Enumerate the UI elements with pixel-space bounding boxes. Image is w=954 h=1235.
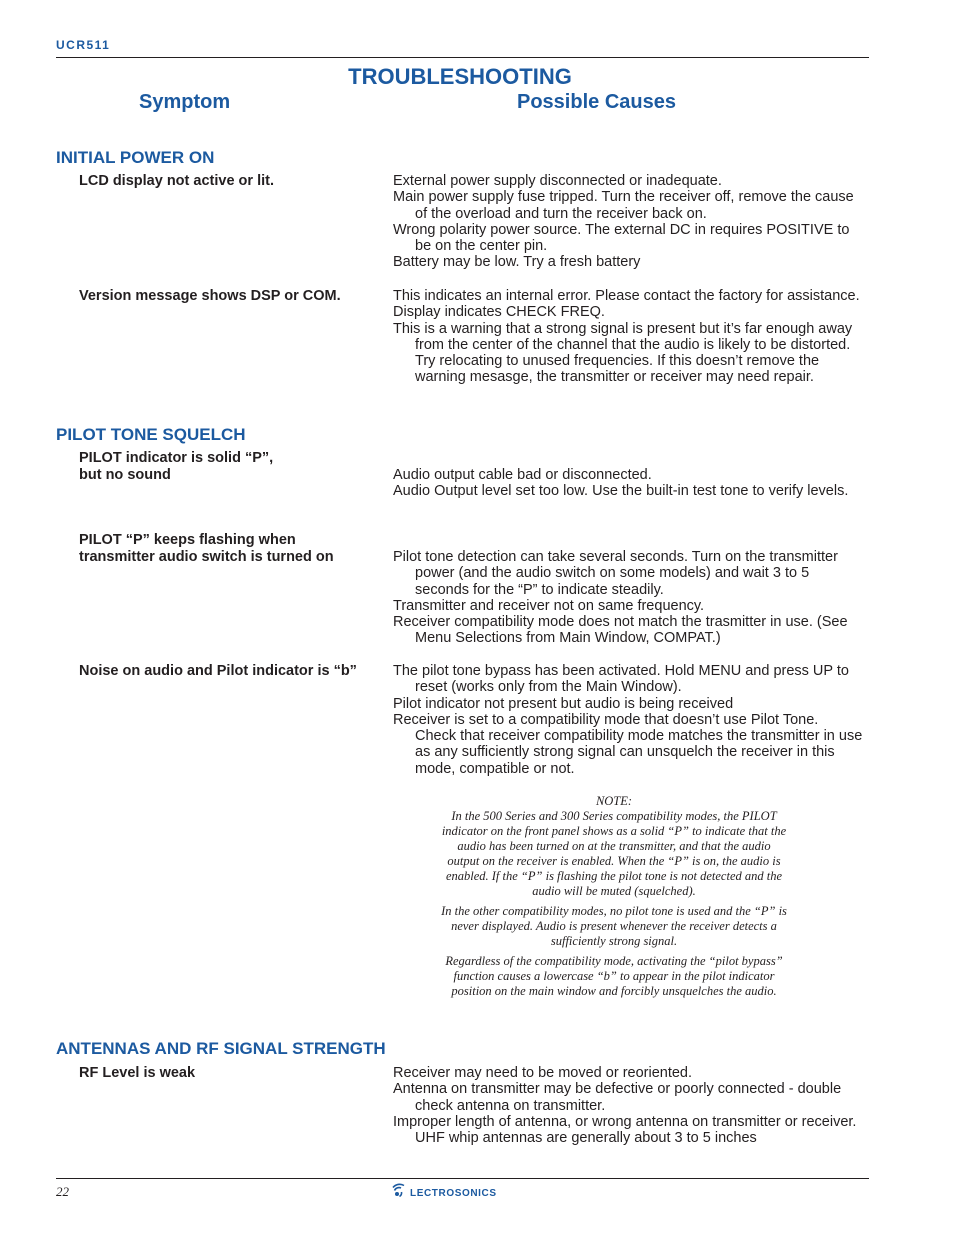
causes-pilot-solid [393,467,863,500]
cause-item: Battery may be low. Try a fresh battery [393,254,641,271]
symptom-pilot-flashing [79,532,379,566]
symptom-line: PILOT “P” keeps flashing when [79,532,296,548]
causes-pilot-flashing [393,549,863,647]
causes-lcd-not-active [393,173,863,271]
causes-version-message [393,288,863,386]
note-paragraph: In the other compatibility modes, no pilot tone is used and the “P” is never displayed. Audio is present whenever the receiver detects a sufficiently strong signal. [441,904,787,948]
cause-item: Display indicates CHECK FREQ. [393,304,605,321]
header-rule [56,57,869,58]
section-heading-initial-power: INITIAL POWER ON [56,148,215,167]
cause-item: Receiver compatibility mode does not match the trasmitter in use. (See Menu Selections from Main Window, COMPAT.) [393,614,848,647]
cause-item: Antenna on transmitter may be defective or poorly connected - double check antenna on transmitter. [393,1081,842,1114]
cause-item: Pilot tone detection can take several seconds. Turn on the transmitter power (and the audio switch on some models) and wait 3 to 5 seconds for the “P” to indicate steadily. [393,549,838,598]
causes-rf-weak [393,1065,863,1146]
symptom-line: but no sound [79,467,171,483]
note-box [440,794,788,1004]
cause-item: This indicates an internal error. Please contact the factory for assistance. [393,288,860,304]
causes-noise-b-indicator [393,663,863,777]
footer-rule [56,1178,869,1179]
cause-item: Main power supply fuse tripped. Turn the receiver off, remove the cause of the overload and turn the receiver back on. [393,189,854,222]
header-model-code: UCR511 [56,38,111,52]
cause-item: Pilot indicator not present but audio is being received [393,695,734,712]
cause-item: This is a warning that a strong signal is present but it’s far enough away from the center of the channel that the audio is likely to be distorted. Try relocating to unused frequencies. If this doesn’t remove the warning mesasge, the transmitter or receiver may need repair. [393,320,853,386]
cause-item: Audio output cable bad or disconnected. [393,467,652,483]
column-heading-causes: Possible Causes [517,91,676,113]
note-paragraph: In the 500 Series and 300 Series compatibility modes, the PILOT indicator on the front panel shows as a solid “P” to indicate that the audio has been turned on at the transmitter, and that the audio output on the receiver is enabled. When the “P” is on, the audio is enabled. If the “P” is flashing the pilot tone is not detected and the audio will be muted (squelched). [441,809,787,898]
symptom-line: PILOT indicator is solid “P”, [79,450,274,466]
symptom-rf-weak: RF Level is weak [79,1065,196,1081]
cause-item: Transmitter and receiver not on same frequency. [393,597,705,614]
cause-item: Audio Output level set too low. Use the built-in test tone to verify levels. [393,483,849,500]
note-label: NOTE: [595,794,633,808]
symptom-lcd-not-active: LCD display not active or lit. [79,173,274,189]
page-title: TROUBLESHOOTING [348,64,572,89]
cause-item: Wrong polarity power source. The external DC in requires POSITIVE to be on the center pin. [393,221,850,255]
note-paragraph: Regardless of the compatibility mode, activating the “pilot bypass” function causes a lowercase “b” to appear in the pilot indicator position on the main window and forcibly unsquelches the audio. [445,954,783,998]
symptom-pilot-solid [79,450,379,484]
cause-item: The pilot tone bypass has been activated. Hold MENU and press UP to reset (works only from the Main Window). [393,663,849,696]
symptom-noise-b-indicator: Noise on audio and Pilot indicator is “b” [79,663,357,679]
brand-name: LECTROSONICS [410,1188,497,1199]
symptom-line: transmitter audio switch is turned on [79,549,334,565]
page-number: 22 [56,1184,69,1199]
cause-item: Receiver may need to be moved or reoriented. [393,1065,693,1081]
radio-waves-icon [392,1183,408,1204]
cause-item: Improper length of antenna, or wrong antenna on transmitter or receiver. UHF whip antennas are generally about 3 to 5 inches [393,1113,857,1147]
brand-logo [392,1183,497,1204]
section-heading-pilot-tone: PILOT TONE SQUELCH [56,425,246,444]
column-heading-symptom: Symptom [139,91,231,113]
section-heading-antennas: ANTENNAS AND RF SIGNAL STRENGTH [56,1039,386,1058]
cause-item: External power supply disconnected or inadequate. [393,173,722,189]
cause-item: Receiver is set to a compatibility mode that doesn’t use Pilot Tone. Check that receiver compatibility mode matches the transmitter in use as any sufficiently strong signal can unsquelch the receiver in this mode, compatible or not. [393,711,863,777]
symptom-version-message: Version message shows DSP or COM. [79,288,341,304]
